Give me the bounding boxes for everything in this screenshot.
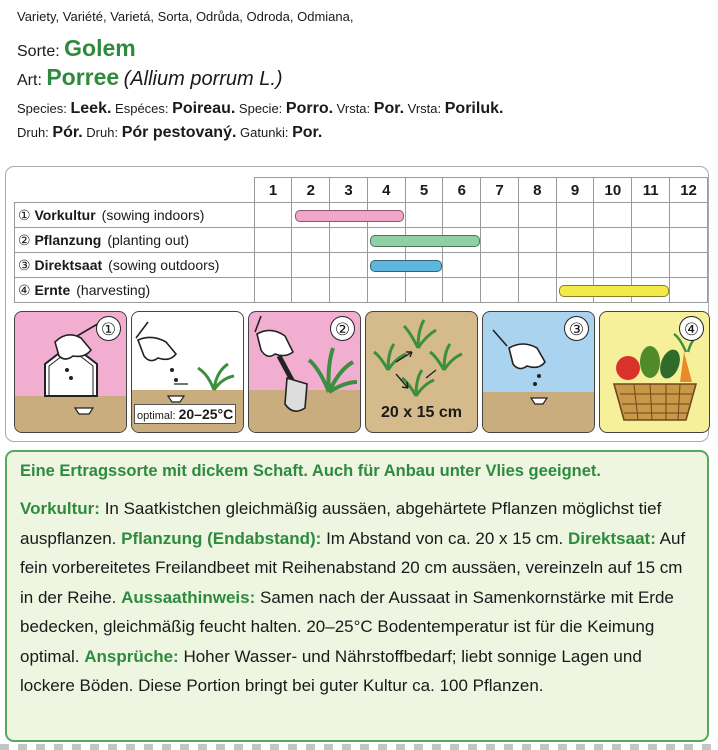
row-label [15,253,255,278]
row-marker: ③ [18,256,31,273]
text-aussaathinweis: Samen nach der Aussaat in Samenkornstärke mit Erde bedecken, gleichmäßig feucht halten. 20–25°C Bodentemperatur ist für die Keimung optimal. [20,587,674,666]
sorte-line [17,35,136,62]
species-label: Specie: [238,101,283,116]
description-body [20,494,700,701]
species-value: Poireau. [172,100,236,117]
calendar-bar-ernte [559,285,668,297]
druh-label: Druh: [17,125,49,140]
species-label: Vrsta: [336,101,371,116]
month-8: 8 [518,178,556,203]
cut-edge [0,744,718,750]
druh-value: Pór pestovaný. [121,124,237,141]
druh-value: Por. [292,124,323,141]
art-label: Art: [17,72,42,89]
sowing-calendar-card [5,166,709,442]
tile-harvesting [599,311,710,433]
month-5: 5 [405,178,443,203]
species-label: Species: [17,101,67,116]
row-marker: ④ [18,281,31,298]
row-name: Pflanzung [34,231,102,248]
row-name: Ernte [34,281,71,298]
description-headline: Eine Ertragssorte mit dickem Schaft. Auch für Anbau unter Vlies geeignet. [20,462,601,480]
month-12: 12 [670,178,708,203]
druh-line [17,124,322,142]
tile-optimal-temperature [131,311,244,433]
text-direktsaat: Auf fein vorbereitetes Freilandbeet mit Reihenabstand 20 cm aussäen, vereinzeln auf 15 cm in der Reihe. [20,528,686,607]
druh-value: Pór. [52,124,83,141]
month-10: 10 [594,178,632,203]
art-value: Porree [46,64,120,90]
term-pflanzung: Pflanzung (Endabstand): [121,528,322,548]
month-2: 2 [292,178,330,203]
art-latin: (Allium porrum L.) [123,68,283,90]
species-line [17,100,503,118]
term-vorkultur: Vorkultur: [20,499,100,518]
optimal-label: optimal: [137,410,176,422]
row-label [15,228,255,253]
calendar-row-direktsaat [15,253,708,278]
text-vorkultur: In Saatkistchen gleichmäßig aussäen, abgehärtete Pflanzen möglichst tief auspflanzen. [20,499,662,548]
term-ansprueche: Ansprüche: [84,646,179,666]
calendar-bar-direktsaat [370,260,442,272]
calendar-corner [15,178,255,203]
tile-planting-out [248,311,361,433]
step-number-4: ④ [679,316,704,341]
species-value: Por. [373,100,405,117]
sorte-value: Golem [64,35,136,61]
month-header-row [15,178,708,203]
step-number-1: ① [96,316,121,341]
row-label [15,203,255,228]
text-ansprueche: Hoher Wasser- und Nährstoffbedarf; liebt sonnige Lagen und lockere Böden. Diese Portion bringt bei guter Kultur ca. 100 Pflanzen. [20,646,642,695]
row-translation: (planting out) [107,231,190,248]
step-number-3: ③ [564,316,589,341]
month-7: 7 [481,178,519,203]
art-line [17,64,283,91]
month-9: 9 [556,178,594,203]
spacing-caption: 20 x 15 cm [381,404,462,421]
druh-label: Gatunki: [240,125,289,140]
month-11: 11 [632,178,670,203]
calendar-row-pflanzung [15,228,708,253]
species-label: Espéces: [115,101,169,116]
row-name: Vorkultur [34,206,96,223]
druh-label: Druh: [86,125,119,140]
species-label: Vrsta: [407,101,442,116]
sorte-label: Sorte: [17,43,60,60]
text-pflanzung: Im Abstand von ca. 20 x 15 cm. [321,528,568,548]
row-name: Direktsaat [34,256,103,273]
species-value: Leek. [70,100,112,117]
variety-line: Variety, Variété, Varietá, Sorta, Odrůda, Odroda, Odmiana, [17,9,354,24]
tile-sowing-outdoors [482,311,595,433]
tile-plant-spacing [365,311,478,433]
tile-sowing-indoors [14,311,127,433]
species-value: Poriluk. [444,100,504,117]
term-aussaathinweis: Aussaathinweis: [121,587,256,607]
row-marker: ② [18,231,31,248]
species-value: Porro. [285,100,334,117]
month-6: 6 [443,178,481,203]
row-translation: (sowing outdoors) [108,256,220,273]
month-1: 1 [254,178,292,203]
month-3: 3 [330,178,368,203]
row-translation: (harvesting) [76,281,151,298]
row-label [15,278,255,303]
row-translation: (sowing indoors) [101,206,205,223]
row-marker: ① [18,206,31,223]
step-number-2: ② [330,316,355,341]
optimal-temperature-label [134,404,236,424]
month-4: 4 [367,178,405,203]
calendar-bar-vorkultur [295,210,404,222]
term-direktsaat: Direktsaat: [567,528,656,548]
calendar-bar-pflanzung [370,235,479,247]
optimal-value: 20–25°C [178,406,234,422]
description-box [5,450,709,742]
